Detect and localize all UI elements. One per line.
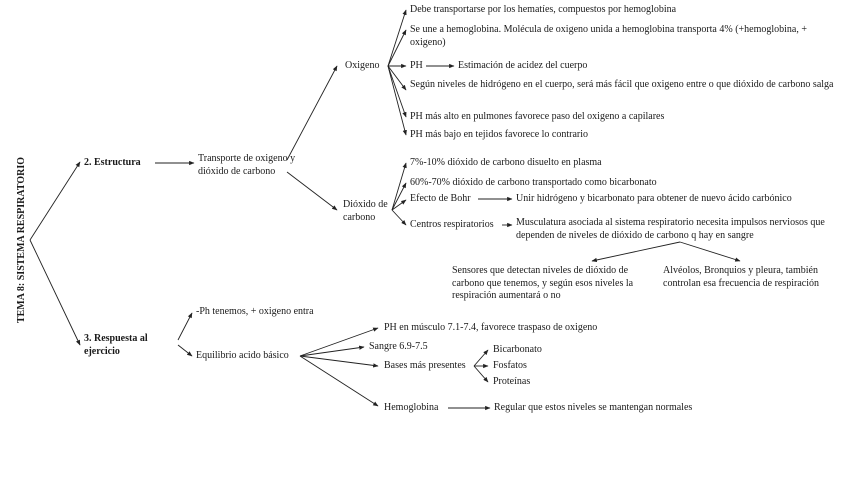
ph-oxigeno-line: -Ph tenemos, + oxigeno entra — [196, 306, 314, 317]
dioxido-item: 60%-70% dióxido de carbono transportado como bicarbonato — [410, 177, 657, 188]
connector — [392, 210, 406, 225]
base-item: Fosfatos — [493, 360, 527, 371]
ph-result: Estimación de acidez del cuerpo — [458, 60, 588, 71]
connector — [474, 350, 488, 366]
oxigeno-item: PH más alto en pulmones favorece paso del oxigeno a capilares — [410, 111, 665, 122]
sensores-node: Sensores que detectan niveles de dióxido de carbono que tenemos, y según esos niveles la respiración aumentará o no — [452, 265, 634, 301]
connector — [388, 66, 406, 135]
base-item: Bicarbonato — [493, 344, 542, 355]
equilibrio-item-bases: Bases más presentes — [384, 360, 466, 371]
diagram-title: TEMA 8: SISTEMA RESPIRATORIO — [15, 156, 27, 324]
connector — [388, 66, 406, 117]
connector — [592, 242, 680, 261]
oxigeno-item: Según niveles de hidrógeno en el cuerpo, será más fácil que oxigeno entre o que dióxido de carbono salga — [410, 79, 834, 90]
equilibrio-item-hemoglobina: Hemoglobina — [384, 402, 439, 413]
connector — [30, 240, 80, 345]
oxigeno-item: Debe transportarse por los hematíes, compuestos por hemoglobina — [410, 4, 677, 15]
base-item: Proteínas — [493, 376, 531, 387]
connector — [680, 242, 740, 261]
bohr-result: Unir hidrógeno y bicarbonato para obtener de nuevo ácido carbónico — [516, 193, 792, 204]
connector — [300, 356, 378, 366]
transporte-node: Transporte de oxigeno y dióxido de carbono — [198, 153, 296, 177]
connector — [30, 162, 80, 240]
connector — [300, 347, 364, 356]
respuesta-node: 3. Respuesta al ejercicio — [84, 333, 148, 357]
oxigeno-item-ph: PH — [410, 60, 423, 71]
dioxido-item-bohr: Efecto de Bohr — [410, 193, 471, 204]
connector — [300, 356, 378, 406]
dioxido-item: 7%-10% dióxido de carbono disuelto en plasma — [410, 157, 602, 168]
oxigeno-node: Oxigeno — [345, 60, 380, 71]
oxigeno-item: Se une a hemoglobina. Molécula de oxigeno unida a hemoglobina transporta 4% (+hemoglobina, + oxigeno) — [410, 24, 808, 48]
dioxido-item-centros: Centros respiratorios — [410, 219, 494, 230]
equilibrio-item: PH en músculo 7.1-7.4, favorece traspaso de oxigeno — [384, 322, 598, 333]
equilibrio-item: Sangre 6.9-7.5 — [369, 341, 428, 352]
estructura-node: 2. Estructura — [84, 157, 141, 168]
dioxido-node: Dióxido de carbono — [343, 199, 388, 223]
alveolos-node: Alvéolos, Bronquios y pleura, también controlan esa frecuencia de respiración — [663, 265, 820, 289]
connector — [388, 10, 406, 66]
hemoglobina-result: Regular que estos niveles se mantengan normales — [494, 402, 693, 413]
connector — [474, 366, 488, 382]
centros-result: Musculatura asociada al sistema respiratorio necesita impulsos nerviosos que dependen de niveles de dióxido de carbono q hay en sangre — [516, 217, 825, 241]
connector — [388, 30, 406, 66]
connector — [178, 345, 192, 356]
connector — [178, 313, 192, 340]
connector — [300, 328, 378, 356]
connector — [287, 66, 337, 160]
equilibrio-node: Equilibrio acido básico — [196, 350, 289, 361]
oxigeno-item: PH más bajo en tejidos favorece lo contrario — [410, 129, 588, 140]
